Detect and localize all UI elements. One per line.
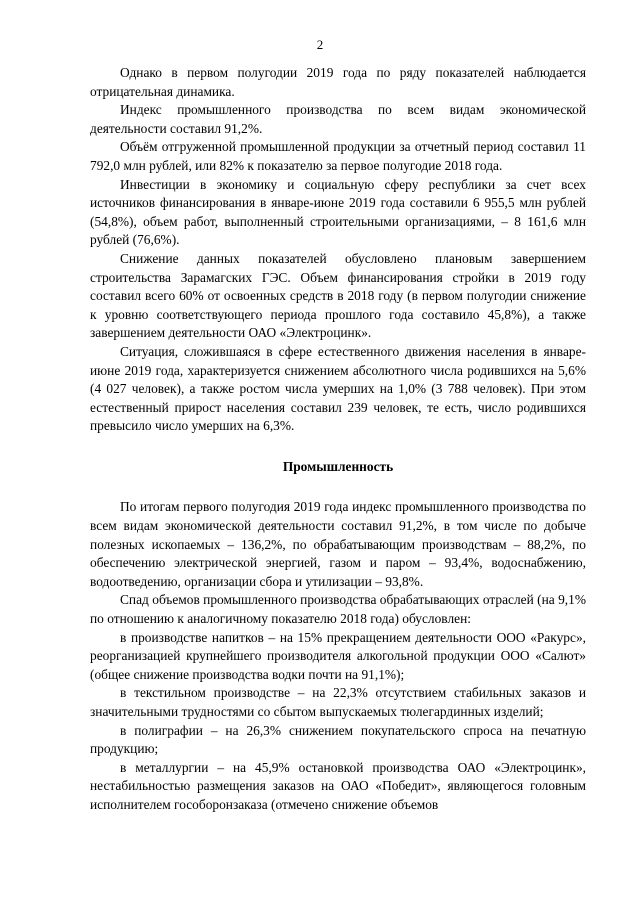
paragraph-industrial-index: Индекс промышленного производства по всем видам экономической деятельности составил 91,2%. [90,102,586,136]
paragraph-manufacturing-decline: Спад объемов промышленного производства обрабатывающих отраслей (на 9,1% по отношению к аналогичному показателю 2018 года) обусловлен: [90,592,586,627]
paragraph-beverages: в производстве напитков – на 15% прекращением деятельности ООО «Ракурс», реорганизацией крупнейшего производителя алкогольной продукции ООО «Салют» (общее снижение производства водки почти на 91,1%); [90,629,586,682]
paragraph-investments: Инвестиции в экономику и социальную сферу республики за счет всех источников финансирования в январе-июне 2019 года составили 6 955,5 млн рублей (54,8%), объем работ, выполненный строительными организациями, – 8 161,6 млн рублей (76,6%). [90,176,586,248]
page-number: 2 [316,37,324,52]
document-body [90,64,586,815]
paragraph-population: Ситуация, сложившаяся в сфере естественного движения населения в январе-июне 2019 года, характеризуется снижением абсолютного числа родившихся на 5,6% (4 027 человек), а также ростом числа умерших на 1,0% (3 788 человек). При этом естественный прирост населения составил 239 человек, те есть, число родившихся превысило число умерших на 6,3%. [90,343,586,434]
paragraph-negative-dynamics: Однако в первом полугодии 2019 года по ряду показателей наблюдается отрицательная динамика. [90,65,586,99]
section-heading-industry: Промышленность [282,458,394,474]
paragraph-textile: в текстильном производстве – на 22,3% отсутствием стабильных заказов и значительными трудностями со сбытом выпускаемых тюлегардинных изделий; [90,685,586,719]
paragraph-industry-results: По итогам первого полугодия 2019 года индекс промышленного производства по всем видам экономической деятельности составил 91,2%, в том числе по добыче полезных ископаемых – 136,2%, по обрабатывающим производствам – 88,2%, по обеспечению электрической энергией, газом и паром – 93,4%, водоснабжению, водоотведению, организации сбора и утилизации – 93,8%. [90,499,586,589]
paragraph-metallurgy: в металлургии – на 45,9% остановкой производства ОАО «Электроцинк», нестабильностью размещения заказов на ОАО «Победит», являющегося головным исполнителем гособоронзаказа (отмечено снижение объемов [90,759,586,812]
paragraph-shipped-products: Объём отгруженной промышленной продукции за отчетный период составил 11 792,0 млн рублей, или 82% к показателю за первое полугодие 2018 года. [90,139,586,173]
paragraph-decline-reasons: Снижение данных показателей обусловлено плановым завершением строительства Зарамагских ГЭС. Объем финансирования стройки в 2019 году составил всего 60% от освоенных средств в 2018 году (в первом полугодии снижение к уровню соответствующего периода прошлого года составило 45,8%), а также завершением деятельности ОАО «Электроцинк». [90,250,586,341]
paragraph-printing: в полиграфии – на 26,3% снижением покупательского спроса на печатную продукцию; [90,722,586,757]
